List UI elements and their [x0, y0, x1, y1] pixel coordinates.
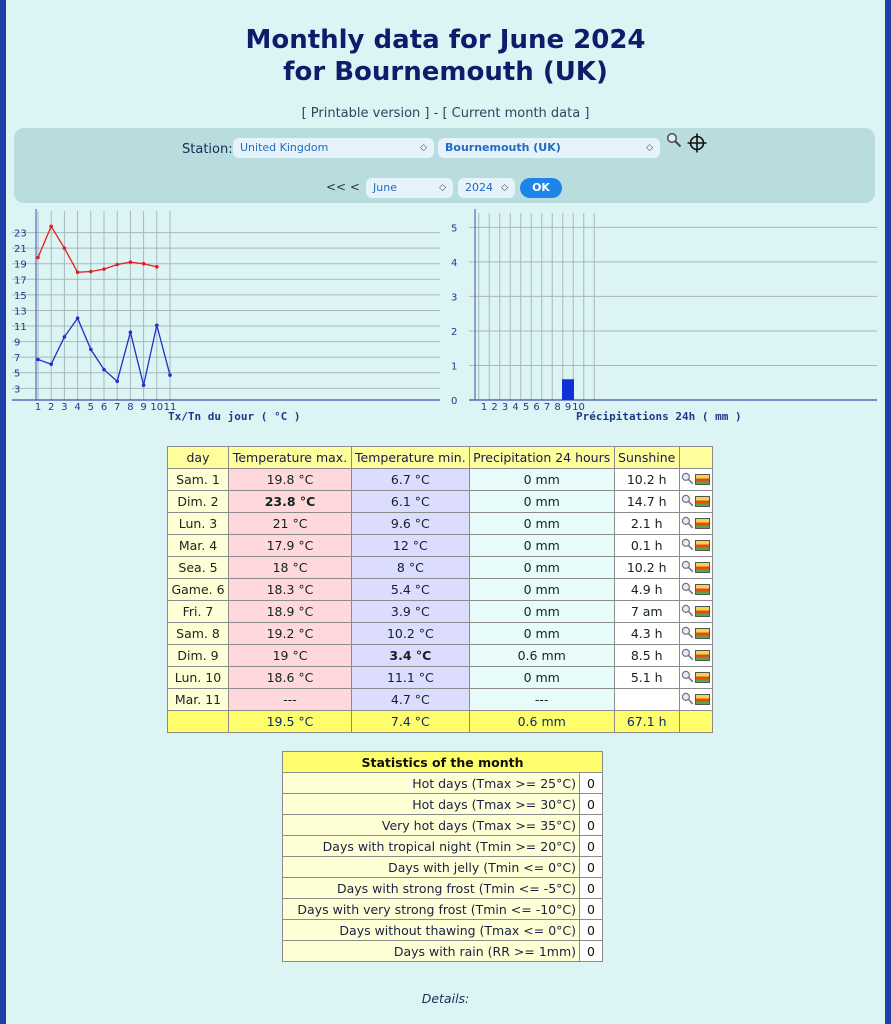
temp-max-point	[142, 262, 146, 266]
temp-min-cell: 3.9 °C	[352, 601, 470, 623]
version-links	[0, 106, 891, 121]
country-select-value: United Kingdom	[240, 141, 329, 154]
day-cell: Lun. 3	[168, 513, 229, 535]
temp-max-point	[129, 260, 133, 264]
table-row	[168, 601, 713, 623]
temp-y-tick-label: 23	[14, 228, 27, 240]
current-month-link[interactable]: [ Current month data ]	[442, 106, 590, 121]
temp-min-point	[102, 368, 106, 372]
rain-x-tick-label: 9	[564, 402, 572, 410]
precipitation-cell: 0 mm	[469, 513, 614, 535]
stats-value: 0	[580, 836, 603, 857]
avg-temp-max-cell: 19.5 °C	[229, 711, 352, 733]
sunshine-cell	[614, 689, 679, 711]
temp-y-tick-label: 19	[14, 259, 27, 271]
avg-temp-min-cell: 7.4 °C	[352, 711, 470, 733]
rain-y-tick-label: 2	[451, 326, 458, 338]
temp-min-cell: 12 °C	[352, 535, 470, 557]
stats-row	[283, 899, 603, 920]
stats-label: Hot days (Tmax >= 25°C)	[283, 773, 580, 794]
magnifier-icon[interactable]	[681, 516, 694, 532]
row-actions-cell	[679, 667, 712, 689]
temp-x-tick-label: 2	[48, 402, 55, 410]
day-cell: Mar. 4	[168, 535, 229, 557]
station-select[interactable]	[438, 138, 660, 158]
temp-min-cell: 4.7 °C	[352, 689, 470, 711]
row-actions-cell	[679, 513, 712, 535]
monthly-statistics-table	[282, 751, 603, 962]
mini-chart-icon[interactable]	[695, 474, 710, 485]
links-separator: -	[429, 106, 443, 121]
total-precipitation-cell: 0.6 mm	[469, 711, 614, 733]
temp-min-cell: 5.4 °C	[352, 579, 470, 601]
temp-min-cell: 10.2 °C	[352, 623, 470, 645]
station-selector-panel	[14, 128, 875, 203]
temp-x-tick-label: 8	[127, 402, 134, 410]
stats-row	[283, 794, 603, 815]
precipitation-cell: 0 mm	[469, 601, 614, 623]
temp-x-tick-label: 9	[140, 402, 147, 410]
temp-min-cell: 3.4 °C	[352, 645, 470, 667]
temp-x-tick-label: 4	[74, 402, 81, 410]
temp-y-tick-label: 21	[14, 244, 27, 256]
magnifier-icon[interactable]	[681, 494, 694, 510]
stats-label: Days with tropical night (Tmin >= 20°C)	[283, 836, 580, 857]
temp-x-tick-label: 10	[150, 402, 164, 410]
totals-empty-cell	[679, 711, 712, 733]
temp-y-tick-label: 9	[14, 337, 21, 349]
month-select[interactable]	[366, 178, 453, 198]
table-row	[168, 667, 713, 689]
mini-chart-icon[interactable]	[695, 672, 710, 683]
row-actions-cell	[679, 579, 712, 601]
sunshine-cell: 4.3 h	[614, 623, 679, 645]
magnifier-icon[interactable]	[681, 648, 694, 664]
rain-x-tick-label: 3	[501, 402, 509, 410]
sunshine-cell: 0.1 h	[614, 535, 679, 557]
rain-x-tick-label: 10	[572, 402, 585, 410]
table-row	[168, 557, 713, 579]
temp-max-point	[155, 265, 159, 269]
temp-x-tick-label: 7	[114, 402, 121, 410]
temp-max-cell: 21 °C	[229, 513, 352, 535]
stats-label: Days with rain (RR >= 1mm)	[283, 941, 580, 962]
temp-min-cell: 6.1 °C	[352, 491, 470, 513]
row-actions-cell	[679, 601, 712, 623]
stats-title: Statistics of the month	[283, 752, 603, 773]
temp-min-cell: 6.7 °C	[352, 469, 470, 491]
row-actions-cell	[679, 491, 712, 513]
temp-max-cell: ---	[229, 689, 352, 711]
stats-row	[283, 836, 603, 857]
magnifier-icon[interactable]	[681, 538, 694, 554]
table-row	[168, 579, 713, 601]
stats-value: 0	[580, 815, 603, 836]
mini-chart-icon[interactable]	[695, 650, 710, 661]
precipitation-cell: 0 mm	[469, 579, 614, 601]
stats-header-row	[283, 752, 603, 773]
stats-label: Days with strong frost (Tmin <= -5°C)	[283, 878, 580, 899]
rain-y-tick-label: 3	[451, 292, 458, 304]
total-sunshine-cell: 67.1 h	[614, 711, 679, 733]
temp-min-point	[36, 358, 40, 362]
header-actions	[679, 447, 712, 469]
temp-min-point	[76, 316, 80, 320]
stats-row	[283, 878, 603, 899]
temp-max-point	[63, 246, 67, 250]
temp-max-point	[76, 270, 80, 274]
chevron-updown-icon: ◇	[646, 143, 653, 153]
magnifier-icon[interactable]	[681, 604, 694, 620]
stats-label: Days with very strong frost (Tmin <= -10°C)	[283, 899, 580, 920]
table-row	[168, 623, 713, 645]
temp-max-cell: 18.9 °C	[229, 601, 352, 623]
temp-max-cell: 18.6 °C	[229, 667, 352, 689]
temp-y-tick-label: 13	[14, 306, 27, 318]
stats-row	[283, 857, 603, 878]
right-frame-border	[885, 0, 891, 1024]
day-cell: Game. 6	[168, 579, 229, 601]
temp-min-point	[129, 330, 133, 334]
precipitation-cell: 0 mm	[469, 557, 614, 579]
temp-x-tick-label: 5	[87, 402, 94, 410]
day-cell: Sam. 8	[168, 623, 229, 645]
temperature-chart-label: Tx/Tn du jour ( °C )	[168, 410, 301, 423]
stats-row	[283, 773, 603, 794]
table-row	[168, 689, 713, 711]
mini-chart-icon[interactable]	[695, 694, 710, 705]
station-select-value: Bournemouth (UK)	[445, 141, 561, 154]
day-cell: Sea. 5	[168, 557, 229, 579]
precipitation-chart-label: Précipitations 24h ( mm )	[576, 410, 742, 423]
stats-value: 0	[580, 773, 603, 794]
temp-max-point	[49, 225, 53, 229]
temp-min-point	[168, 373, 172, 377]
sunshine-cell: 4.9 h	[614, 579, 679, 601]
previous-month-link[interactable]: << <	[326, 180, 360, 194]
row-actions-cell	[679, 535, 712, 557]
temp-min-cell: 8 °C	[352, 557, 470, 579]
mini-chart-icon[interactable]	[695, 562, 710, 573]
magnifier-icon[interactable]	[681, 472, 694, 488]
rain-x-tick-label: 4	[512, 402, 519, 410]
header-precipitation: Precipitation 24 hours	[469, 447, 614, 469]
mini-chart-icon[interactable]	[695, 628, 710, 639]
magnifier-icon[interactable]	[681, 582, 694, 598]
magnifier-icon[interactable]	[681, 670, 694, 686]
temp-max-cell: 23.8 °C	[229, 491, 352, 513]
row-actions-cell	[679, 689, 712, 711]
stats-value: 0	[580, 878, 603, 899]
temp-y-tick-label: 11	[14, 322, 27, 334]
header-sunshine: Sunshine	[614, 447, 679, 469]
row-actions-cell	[679, 623, 712, 645]
table-row	[168, 513, 713, 535]
day-cell: Sam. 1	[168, 469, 229, 491]
temp-max-cell: 18 °C	[229, 557, 352, 579]
temp-min-point	[63, 335, 67, 339]
stats-row	[283, 815, 603, 836]
temp-min-point	[142, 383, 146, 387]
temp-y-tick-label: 3	[14, 384, 21, 396]
rain-y-tick-label: 4	[451, 257, 458, 269]
precipitation-cell: 0 mm	[469, 667, 614, 689]
stats-label: Days without thawing (Tmax <= 0°C)	[283, 920, 580, 941]
table-row	[168, 469, 713, 491]
temp-max-point	[102, 267, 106, 271]
temp-y-tick-label: 5	[14, 368, 21, 380]
temp-min-point	[49, 362, 53, 366]
temp-x-tick-label: 11	[163, 402, 177, 410]
temp-max-cell: 19 °C	[229, 645, 352, 667]
month-select-value: June	[373, 181, 397, 194]
stats-value: 0	[580, 857, 603, 878]
ok-button[interactable]: OK	[520, 178, 562, 198]
temperature-grid	[12, 211, 440, 400]
stats-body	[283, 773, 603, 962]
stats-row	[283, 941, 603, 962]
crosshair-icon[interactable]	[687, 133, 707, 157]
day-cell: Dim. 2	[168, 491, 229, 513]
sunshine-cell: 5.1 h	[614, 667, 679, 689]
stats-label: Hot days (Tmax >= 30°C)	[283, 794, 580, 815]
sunshine-cell: 10.2 h	[614, 557, 679, 579]
rain-x-tick-label: 2	[491, 402, 498, 410]
temp-max-point	[115, 263, 119, 267]
stats-label: Very hot days (Tmax >= 35°C)	[283, 815, 580, 836]
temp-min-point	[115, 380, 119, 384]
temp-max-point	[89, 270, 93, 274]
temp-max-cell: 19.2 °C	[229, 623, 352, 645]
table-header-row	[168, 447, 713, 469]
precipitation-cell: 0 mm	[469, 469, 614, 491]
daily-data-table	[167, 446, 713, 733]
mini-chart-icon[interactable]	[695, 518, 710, 529]
stats-value: 0	[580, 899, 603, 920]
mini-chart-icon[interactable]	[695, 606, 710, 617]
magnifier-icon[interactable]	[666, 132, 682, 152]
sunshine-cell: 2.1 h	[614, 513, 679, 535]
sunshine-cell: 7 am	[614, 601, 679, 623]
row-actions-cell	[679, 645, 712, 667]
temp-y-tick-label: 7	[14, 353, 21, 365]
chevron-updown-icon: ◇	[420, 143, 427, 153]
day-cell: Lun. 10	[168, 667, 229, 689]
chevron-updown-icon: ◇	[439, 183, 446, 193]
day-cell: Dim. 9	[168, 645, 229, 667]
precipitation-chart	[445, 205, 885, 410]
header-temp-min: Temperature min.	[352, 447, 470, 469]
stats-value: 0	[580, 794, 603, 815]
mini-chart-icon[interactable]	[695, 540, 710, 551]
row-actions-cell	[679, 557, 712, 579]
temp-max-cell: 19.8 °C	[229, 469, 352, 491]
precipitation-cell: 0 mm	[469, 491, 614, 513]
precipitation-bar	[562, 379, 574, 400]
sunshine-cell: 14.7 h	[614, 491, 679, 513]
temp-max-line	[38, 226, 157, 272]
mini-chart-icon[interactable]	[695, 584, 710, 595]
temp-min-point	[89, 348, 93, 352]
temp-x-tick-label: 6	[100, 402, 108, 410]
header-day: day	[168, 447, 229, 469]
title-line-1: Monthly data for June 2024	[245, 25, 646, 55]
table-row	[168, 645, 713, 667]
printable-version-link[interactable]: [ Printable version ]	[301, 106, 430, 121]
precipitation-grid	[469, 213, 877, 400]
year-select-value: 2024	[465, 181, 493, 194]
sunshine-cell: 10.2 h	[614, 469, 679, 491]
temp-max-point	[36, 256, 40, 260]
details-label: Details:	[421, 991, 470, 1006]
rain-y-tick-label: 1	[451, 361, 458, 373]
temp-min-cell: 11.1 °C	[352, 667, 470, 689]
header-temp-max: Temperature max.	[229, 447, 352, 469]
precipitation-cell: ---	[469, 689, 614, 711]
totals-row	[168, 711, 713, 733]
mini-chart-icon[interactable]	[695, 496, 710, 507]
table-row	[168, 535, 713, 557]
title-line-2: for Bournemouth (UK)	[283, 57, 608, 87]
rain-y-tick-label: 0	[451, 396, 458, 407]
sunshine-cell: 8.5 h	[614, 645, 679, 667]
table-body	[168, 469, 713, 733]
precipitation-cell: 0.6 mm	[469, 645, 614, 667]
rain-x-tick-label: 8	[554, 402, 561, 410]
country-select[interactable]	[233, 138, 434, 158]
precipitation-cell: 0 mm	[469, 623, 614, 645]
temp-max-cell: 18.3 °C	[229, 579, 352, 601]
total-day-cell	[168, 711, 229, 733]
stats-value: 0	[580, 941, 603, 962]
temp-max-cell: 17.9 °C	[229, 535, 352, 557]
station-label: Station:	[182, 142, 233, 157]
chevron-updown-icon: ◇	[501, 183, 508, 193]
magnifier-icon[interactable]	[681, 692, 694, 708]
rain-y-tick-label: 5	[451, 223, 458, 235]
temp-min-point	[155, 323, 159, 327]
precipitation-cell: 0 mm	[469, 535, 614, 557]
temperature-chart	[0, 205, 445, 410]
rain-x-tick-label: 6	[533, 402, 540, 410]
rain-x-tick-label: 1	[480, 402, 488, 410]
temp-x-tick-label: 1	[34, 402, 42, 410]
left-frame-border	[0, 0, 6, 1024]
row-actions-cell	[679, 469, 712, 491]
stats-label: Days with jelly (Tmin <= 0°C)	[283, 857, 580, 878]
rain-x-tick-label: 7	[543, 402, 551, 410]
temp-y-tick-label: 17	[14, 275, 27, 287]
temp-min-cell: 9.6 °C	[352, 513, 470, 535]
temp-y-tick-label: 15	[14, 290, 27, 302]
magnifier-icon[interactable]	[681, 626, 694, 642]
table-row	[168, 491, 713, 513]
day-cell: Mar. 11	[168, 689, 229, 711]
stats-row	[283, 920, 603, 941]
temp-x-tick-label: 3	[61, 402, 68, 410]
stats-value: 0	[580, 920, 603, 941]
year-select[interactable]	[458, 178, 515, 198]
page-title	[0, 24, 891, 88]
day-cell: Fri. 7	[168, 601, 229, 623]
magnifier-icon[interactable]	[681, 560, 694, 576]
rain-x-tick-label: 5	[522, 402, 530, 410]
